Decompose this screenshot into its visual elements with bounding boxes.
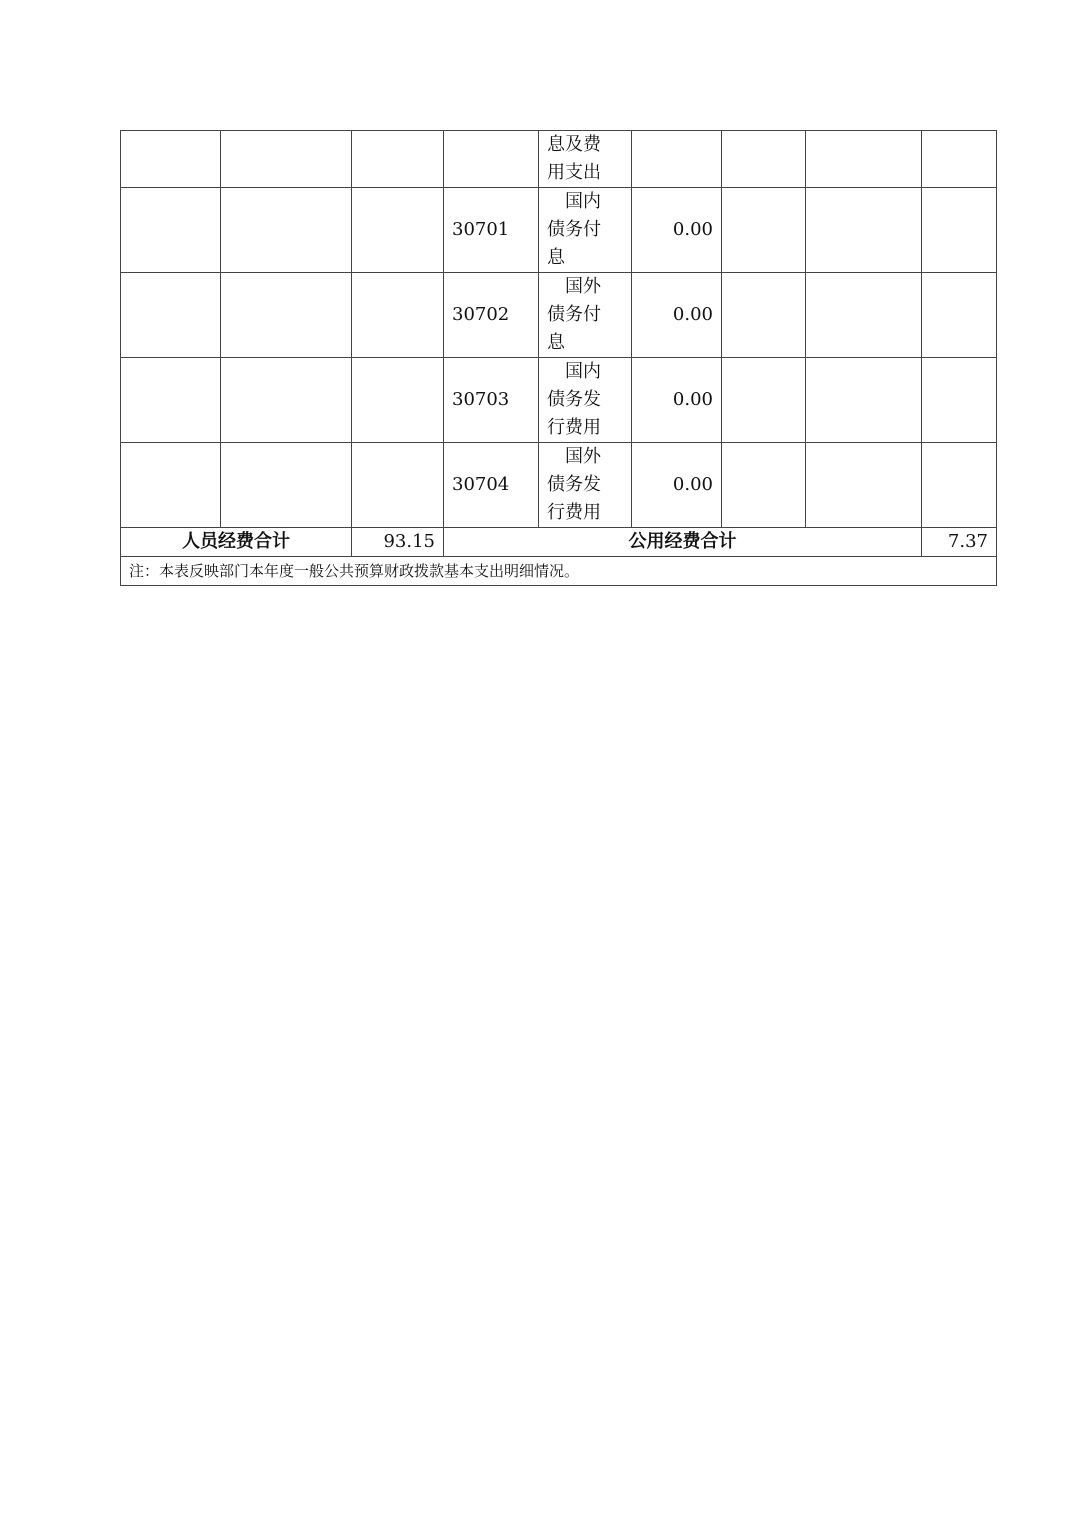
- table-cell: [922, 131, 997, 188]
- amount-cell: 0.00: [632, 188, 722, 273]
- table-cell: [221, 443, 352, 528]
- table-cell: [722, 131, 806, 188]
- table-cell: [221, 131, 352, 188]
- table-cell: [922, 273, 997, 358]
- economic-name-cell: 国内 债务付 息: [539, 188, 632, 273]
- amount-cell: 0.00: [632, 358, 722, 443]
- table-cell: [806, 273, 922, 358]
- table-note: 注：本表反映部门本年度一般公共预算财政拨款基本支出明细情况。: [121, 557, 997, 586]
- personnel-total-label: 人员经费合计: [121, 528, 352, 557]
- economic-code-cell: 30703: [444, 358, 539, 443]
- totals-row: [121, 528, 997, 557]
- table-row: [121, 131, 997, 188]
- table-cell: [352, 131, 444, 188]
- table-row: [121, 358, 997, 443]
- table-cell: [806, 443, 922, 528]
- economic-code-cell: 30702: [444, 273, 539, 358]
- table-cell: [722, 443, 806, 528]
- table-cell: [922, 358, 997, 443]
- table-cell: [352, 443, 444, 528]
- economic-name-cell: 国外 债务付 息: [539, 273, 632, 358]
- table-cell: [722, 358, 806, 443]
- table-cell: [221, 188, 352, 273]
- basic-expenditure-table: [120, 130, 997, 586]
- table-row: [121, 273, 997, 358]
- table-cell: [121, 131, 221, 188]
- table-cell: [121, 443, 221, 528]
- table-cell: [806, 358, 922, 443]
- table-cell: [722, 188, 806, 273]
- table-cell: [922, 188, 997, 273]
- table-cell: [806, 188, 922, 273]
- economic-code-cell: 30701: [444, 188, 539, 273]
- table-cell: [806, 131, 922, 188]
- table-row: [121, 188, 997, 273]
- table-cell: [352, 188, 444, 273]
- table-cell: [221, 273, 352, 358]
- economic-name-cell: 国内 债务发 行费用: [539, 358, 632, 443]
- economic-name-cell: 国外 债务发 行费用: [539, 443, 632, 528]
- amount-cell: [632, 131, 722, 188]
- table-cell: [922, 443, 997, 528]
- table-cell: [352, 273, 444, 358]
- economic-name-cell: 息及费 用支出: [539, 131, 632, 188]
- personnel-total-value: 93.15: [352, 528, 444, 557]
- economic-code-cell: [444, 131, 539, 188]
- public-total-value: 7.37: [922, 528, 997, 557]
- table-cell: [121, 358, 221, 443]
- public-total-label: 公用经费合计: [444, 528, 922, 557]
- note-row: [121, 557, 997, 586]
- table-cell: [352, 358, 444, 443]
- amount-cell: 0.00: [632, 273, 722, 358]
- economic-code-cell: 30704: [444, 443, 539, 528]
- table-cell: [121, 273, 221, 358]
- table-cell: [121, 188, 221, 273]
- amount-cell: 0.00: [632, 443, 722, 528]
- table-cell: [221, 358, 352, 443]
- table-cell: [722, 273, 806, 358]
- table-row: [121, 443, 997, 528]
